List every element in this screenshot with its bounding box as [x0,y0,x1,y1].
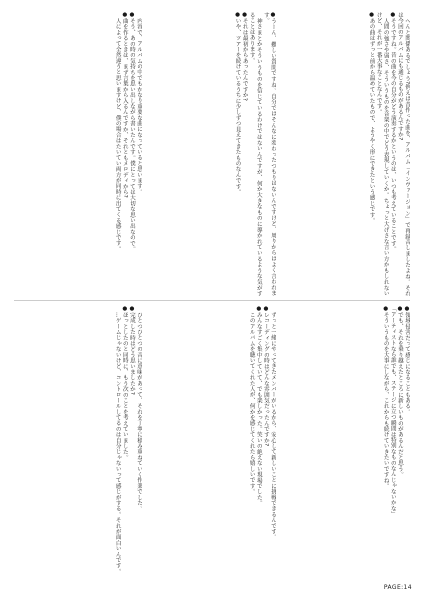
paragraph: ●領域侵害だって感じになることもある。 [404,306,410,415]
paragraph: ●そう、あの時の気持ちを思い出しながら書いたんです。僕にとっては大切な思い出なので。 [128,12,135,252]
paragraph: ●曲を作るときは、まず言葉から入るんですか、それともメロディから? [121,12,128,198]
paragraph: ●レコーディングの時はどんな雰囲気だったんですか? [262,306,269,447]
paragraph: 内容で、アルバムの中でもかなり重要な曲になっていると思います。 [136,17,142,195]
paragraph: ●いや、ツアーを続けているうちに少しずつ見えてきたものなんです。 [234,12,241,195]
paragraph: 人によって全然違うと思いますけど、僕の場合はたいてい両方が同時に出てくる感じです。 [114,17,121,252]
text-column [14,306,142,582]
text-column [14,12,142,296]
paragraph: 神さまとかそういうものを信じているわけではないんですが、何か大きなものに導かれているような気がすることはあります。 [248,12,262,296]
paragraph: ●でも、それを乗り越えたところに新しいものがあるんだと思う。 [396,306,403,478]
paragraph: ●そうですね。昔の曲を今の自分がどう演奏するかというのは、いつも考えていることです。 [389,12,396,252]
paragraph: 「アーティストなら誰でも、ステージに立つ瞬間は特別なものなんじゃないかな」 [389,306,396,517]
paragraph: ●あの曲はずっと前から温めていたもので、ようやく形にできたという感じです。 [368,12,375,224]
paragraph: ●みんなすごく集中していて、でも楽しかった。笑いの絶えない現場でした。 [255,306,262,506]
paragraph: 人間の強さや弱さ、そういうものを音楽の中でどう表現していくか。ちょっと大げさな言い方かもしれないけど、それが一番大事なことなんです。 [375,12,389,296]
paragraph: ●ほっとしたのと同時に、もう次のことを考えていました。 [121,306,128,461]
paragraph: ずっと一緒にやってきたメンバーがいるから、安心して新しいことに挑戦できるんです。 [270,311,276,540]
paragraph: ●そういうものを大事にしながら、これからも続けていきたいですね。 [382,306,389,489]
text-column [148,306,276,582]
text-column [282,306,410,582]
paragraph: ●完成した時はどう思いましたか? [128,306,135,395]
paragraph: ひとつひとつの音に意味があって、それを丁寧に積み重ねていく作業でした。 [136,311,142,512]
text-column [148,12,276,296]
text-column [282,12,410,296]
paragraph: このアルバムを聴いてくれた人が、何かを感じてくれたら嬉しいです。 [248,311,255,494]
top-text-band [14,12,410,296]
section-divider [14,300,410,301]
paragraph: ●それは最初からあったんですか? [241,12,248,101]
paragraph: へんと関係あるでしょう?例えば昔作った曲を、アルバム「インヴァージョン」で再録音しましたよね。それは今回のアルバムにも通じるものがあるんですか? [396,12,410,296]
page-number: PAGE:14 [383,584,412,591]
bottom-text-band [14,306,410,582]
paragraph: …ゲームじゃないけど、コントロールしてるのは自分じゃないって感じがする。それが面白いんです。 [114,311,121,574]
paragraph: ●うーん、難しい質問ですね。自分ではそんなに変わったつもりはないんですけど、周りからはよく言われます。 [262,12,276,296]
